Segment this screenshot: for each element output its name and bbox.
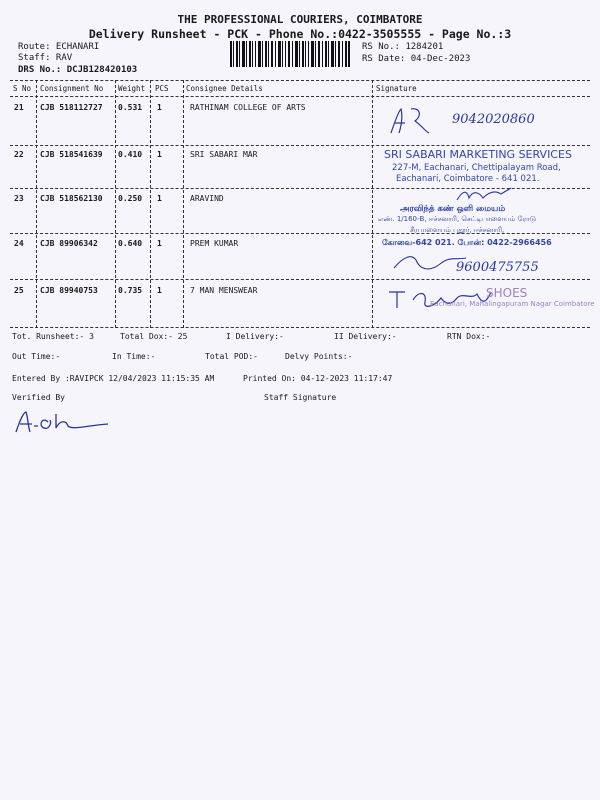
table-bottom-rule — [10, 327, 590, 328]
row-pcs: 1 — [157, 194, 162, 203]
i-delivery: I Delivery:- — [226, 332, 284, 341]
verified-by: Verified By — [12, 393, 65, 402]
stamp-line: SHOES — [486, 286, 528, 300]
col-divider — [150, 80, 151, 328]
runsheet-title: Delivery Runsheet - PCK - Phone No.:0422-3505555 - Page No.:3 — [88, 27, 512, 41]
route-label: Route: ECHANARI — [18, 42, 100, 52]
col-header-consignment: Consignment No — [40, 84, 104, 93]
verified-signature — [12, 408, 112, 436]
stamp-line: சீரபாளையம் புதூர், ஈச்சனாரி, — [410, 226, 505, 234]
barcode — [230, 41, 350, 67]
stamp-line: Eachanari, Coimbatore - 641 021. — [396, 174, 540, 184]
company-title: THE PROFESSIONAL COURIERS, COIMBATORE — [177, 13, 423, 26]
row-consignment: CJB 89940753 — [40, 286, 98, 295]
row-consignee: 7 MAN MENSWEAR — [190, 286, 258, 295]
row-consignee: RATHINAM COLLEGE OF ARTS — [190, 103, 306, 112]
col-divider — [183, 80, 184, 328]
out-time: Out Time:- — [12, 352, 61, 361]
col-header-sno: S No — [13, 84, 32, 93]
total-pod: Total POD:- — [205, 352, 258, 361]
row-consignment: CJB 518541639 — [40, 150, 103, 159]
stamp-line: SRI SABARI MARKETING SERVICES — [384, 148, 572, 161]
row-weight: 0.410 — [118, 150, 143, 159]
row-consignment: CJB 89906342 — [40, 239, 98, 248]
staff-label: Staff: RAV — [18, 53, 73, 63]
row-sno: 24 — [14, 239, 24, 248]
total-runsheet: Tot. Runsheet:- 3 — [12, 332, 94, 341]
rs-date-label: RS Date: 04-Dec-2023 — [362, 54, 471, 64]
row-consignee: SRI SABARI MAR — [190, 150, 258, 159]
row-weight: 0.640 — [118, 239, 143, 248]
in-time: In Time:- — [112, 352, 156, 361]
row-rule — [10, 279, 590, 280]
col-divider — [372, 80, 373, 328]
col-header-pcs: PCS — [155, 84, 169, 93]
row-pcs: 1 — [157, 150, 162, 159]
row-pcs: 1 — [157, 239, 162, 248]
staff-signature-label: Staff Signature — [264, 393, 337, 402]
signature-phone: 9600475755 — [456, 260, 539, 275]
row-sno: 22 — [14, 150, 24, 159]
signature-scribble — [455, 186, 515, 206]
ii-delivery: II Delivery:- — [334, 332, 397, 341]
row-sno: 25 — [14, 286, 24, 295]
row-sno: 21 — [14, 103, 24, 112]
row-weight: 0.735 — [118, 286, 143, 295]
printed-on: Printed On: 04-12-2023 11:17:47 — [243, 374, 393, 383]
table-header-rule — [10, 96, 590, 97]
row-pcs: 1 — [157, 103, 162, 112]
row-consignment: CJB 518562130 — [40, 194, 103, 203]
stamp-line: 227-M, Eachanari, Chettipalayam Road, — [392, 163, 561, 173]
delvy-points: Delvy Points:- — [285, 352, 353, 361]
row-consignee: ARAVIND — [190, 194, 224, 203]
table-top-rule — [10, 80, 590, 81]
col-divider — [36, 80, 37, 328]
row-weight: 0.531 — [118, 103, 143, 112]
row-consignment: CJB 518112727 — [40, 103, 103, 112]
row-consignee: PREM KUMAR — [190, 239, 239, 248]
stamp-line: எண். 1/160-B, ஈச்சனாரி, செட்டிபாளையம் ரோடு — [378, 215, 537, 223]
row-rule — [10, 145, 590, 146]
row-weight: 0.250 — [118, 194, 143, 203]
row-sno: 23 — [14, 194, 24, 203]
drs-label: DRS No.: DCJB128420103 — [18, 65, 138, 75]
col-header-signature: Signature — [376, 84, 417, 93]
row-pcs: 1 — [157, 286, 162, 295]
stamp-line: Eachanari, Mahalingapuram Nagar Coimbatore — [430, 300, 595, 308]
stamp-line: அரவிந்த் கண் ஒளி மையம் — [400, 204, 506, 214]
rtn-dox: RTN Dox:- — [447, 332, 491, 341]
col-header-weight: Weight — [118, 84, 146, 93]
col-divider — [115, 80, 116, 328]
col-header-consignee: Consignee Details — [186, 84, 263, 93]
signature-scribble — [385, 103, 430, 139]
total-dox: Total Dox:- 25 — [120, 332, 188, 341]
rs-no-label: RS No.: 1284201 — [362, 42, 444, 52]
stamp-line: கோவை-642 021. போன்: 0422-2966456 — [382, 238, 552, 247]
entered-by: Entered By :RAVIPCK 12/04/2023 11:15:35 AM — [12, 374, 215, 383]
signature-phone: 9042020860 — [452, 112, 535, 127]
